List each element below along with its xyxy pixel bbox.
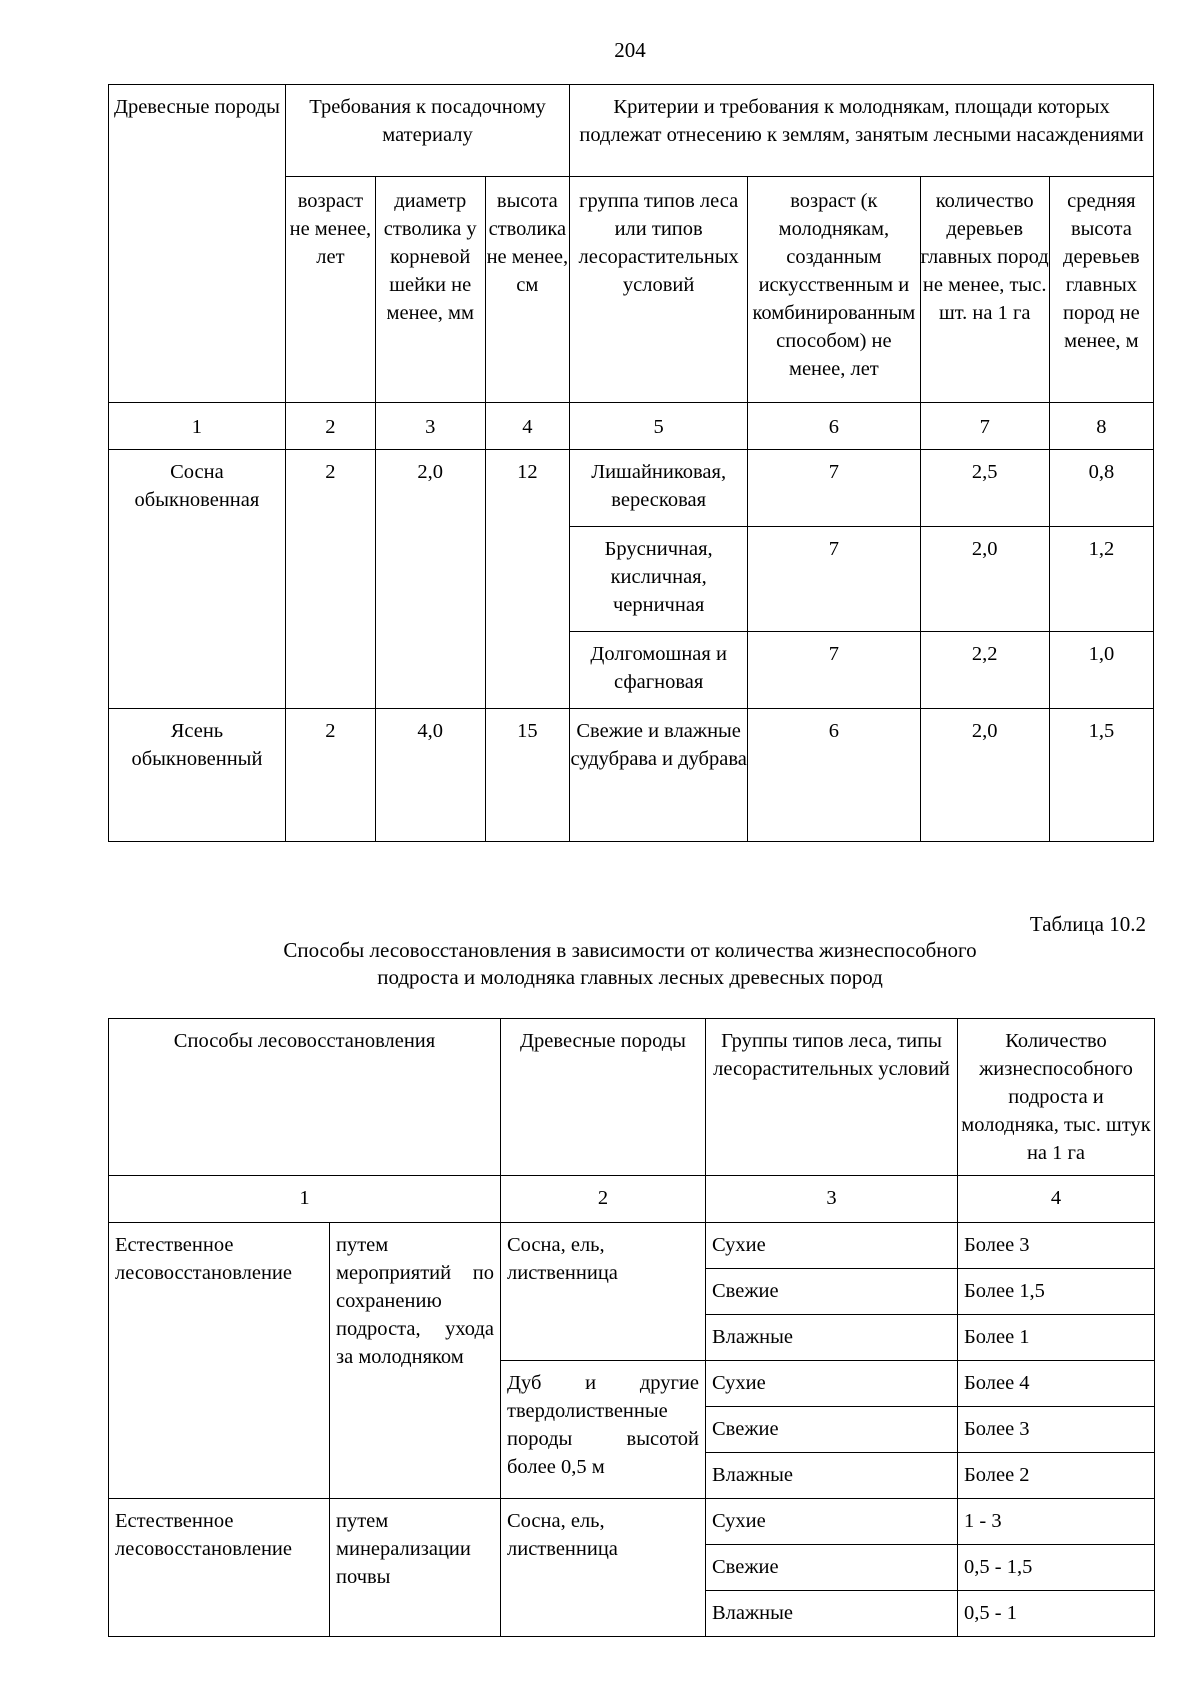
count-cell: 2,2 [920,632,1049,709]
count-cell: 2,0 [920,709,1049,842]
method-cell: Естественное лесовосстановление [109,1499,330,1637]
forest-type-cell: Влажные [706,1315,958,1361]
planting-requirements-table [108,84,1154,842]
species-cell: Сосна, ель, лиственница [501,1499,706,1637]
age-cell: 2 [285,709,375,842]
count-cell: 0,5 - 1 [958,1591,1155,1637]
avg-height-cell: 0,8 [1049,450,1153,527]
forest-type-cell: Свежие [706,1407,958,1453]
subheader-avg-height: средняя высота деревьев главных пород не менее, м [1049,177,1153,403]
forest-type-cell: Сухие [706,1223,958,1269]
column-number: 4 [958,1176,1155,1223]
height-cell: 15 [485,709,570,842]
age-cell: 2 [285,450,375,709]
table-row [109,450,1154,527]
header-species: Древесные породы [109,85,286,403]
young-age-cell: 6 [748,709,921,842]
table-label: Таблица 10.2 [1029,912,1146,936]
count-cell: 1 - 3 [958,1499,1155,1545]
column-number: 1 [109,403,286,450]
count-cell: 2,5 [920,450,1049,527]
table-row [109,1499,1155,1545]
header-forest-groups: Группы типов леса, типы лесорастительных условий [706,1019,958,1176]
young-age-cell: 7 [748,450,921,527]
header-species: Древесные породы [501,1019,706,1176]
count-cell: Более 2 [958,1453,1155,1499]
subheader-diameter: диаметр стволика у корневой шейки не менее, мм [375,177,485,403]
method-cell: Естественное лесовосстановление [109,1223,330,1499]
height-cell: 12 [485,450,570,709]
way-cell: путем мероприятий по сохранению подроста, ухода за молодняком [330,1223,501,1499]
column-number: 4 [485,403,570,450]
count-cell: Более 1,5 [958,1269,1155,1315]
species-cell: Сосна обыкновенная [109,450,286,709]
column-number: 3 [375,403,485,450]
header-planting-material: Требования к посадочному материалу [285,85,569,177]
species-cell: Сосна, ель, лиственница [501,1223,706,1361]
forest-type-cell: Сухие [706,1499,958,1545]
page-number: 204 [614,38,646,62]
way-cell: путем минерализации почвы [330,1499,501,1637]
subheader-forest-type: группа типов леса или типов лесорастительных условий [570,177,748,403]
forest-type-cell: Влажные [706,1453,958,1499]
table-title: Способы лесовосстановления в зависимости от количества жизнеспособного подроста и молодняка главных лесных древесных пород [283,938,977,989]
subheader-height: высота стволика не менее, см [485,177,570,403]
forest-type-cell: Свежие [706,1269,958,1315]
count-cell: Более 3 [958,1223,1155,1269]
diameter-cell: 2,0 [375,450,485,709]
column-number: 7 [920,403,1049,450]
count-cell: Более 4 [958,1361,1155,1407]
species-cell: Ясень обыкновенный [109,709,286,842]
forest-type-cell: Свежие и влажные судубрава и дубрава [570,709,748,842]
forest-type-cell: Влажные [706,1591,958,1637]
column-number: 8 [1049,403,1153,450]
count-cell: 2,0 [920,527,1049,632]
forest-type-cell: Сухие [706,1361,958,1407]
column-number: 2 [501,1176,706,1223]
avg-height-cell: 1,2 [1049,527,1153,632]
column-number: 3 [706,1176,958,1223]
reforestation-methods-table [108,1018,1155,1637]
diameter-cell: 4,0 [375,709,485,842]
avg-height-cell: 1,0 [1049,632,1153,709]
species-cell: Дуб и другие твердолиственные породы высотой более 0,5 м [501,1361,706,1499]
table-row [109,1223,1155,1269]
subheader-young-age: возраст (к молоднякам, созданным искусственным и комбинированным способом) не менее, лет [748,177,921,403]
avg-height-cell: 1,5 [1049,709,1153,842]
column-number: 6 [748,403,921,450]
young-age-cell: 7 [748,527,921,632]
forest-type-cell: Долгомошная и сфагновая [570,632,748,709]
column-number: 5 [570,403,748,450]
forest-type-cell: Лишайниковая, вересковая [570,450,748,527]
subheader-age: возраст не менее, лет [285,177,375,403]
column-number: 1 [109,1176,501,1223]
subheader-count: количество деревьев главных пород не менее, тыс. шт. на 1 га [920,177,1049,403]
count-cell: Более 1 [958,1315,1155,1361]
count-cell: 0,5 - 1,5 [958,1545,1155,1591]
forest-type-cell: Свежие [706,1545,958,1591]
forest-type-cell: Брусничная, кисличная, черничная [570,527,748,632]
young-age-cell: 7 [748,632,921,709]
header-count: Количество жизнеспособного подроста и молодняка, тыс. штук на 1 га [958,1019,1155,1176]
table-row [109,709,1154,842]
count-cell: Более 3 [958,1407,1155,1453]
header-criteria: Критерии и требования к молоднякам, площади которых подлежат отнесению к землям, занятым лесными насаждениями [570,85,1154,177]
header-methods: Способы лесовосстановления [109,1019,501,1176]
column-number: 2 [285,403,375,450]
